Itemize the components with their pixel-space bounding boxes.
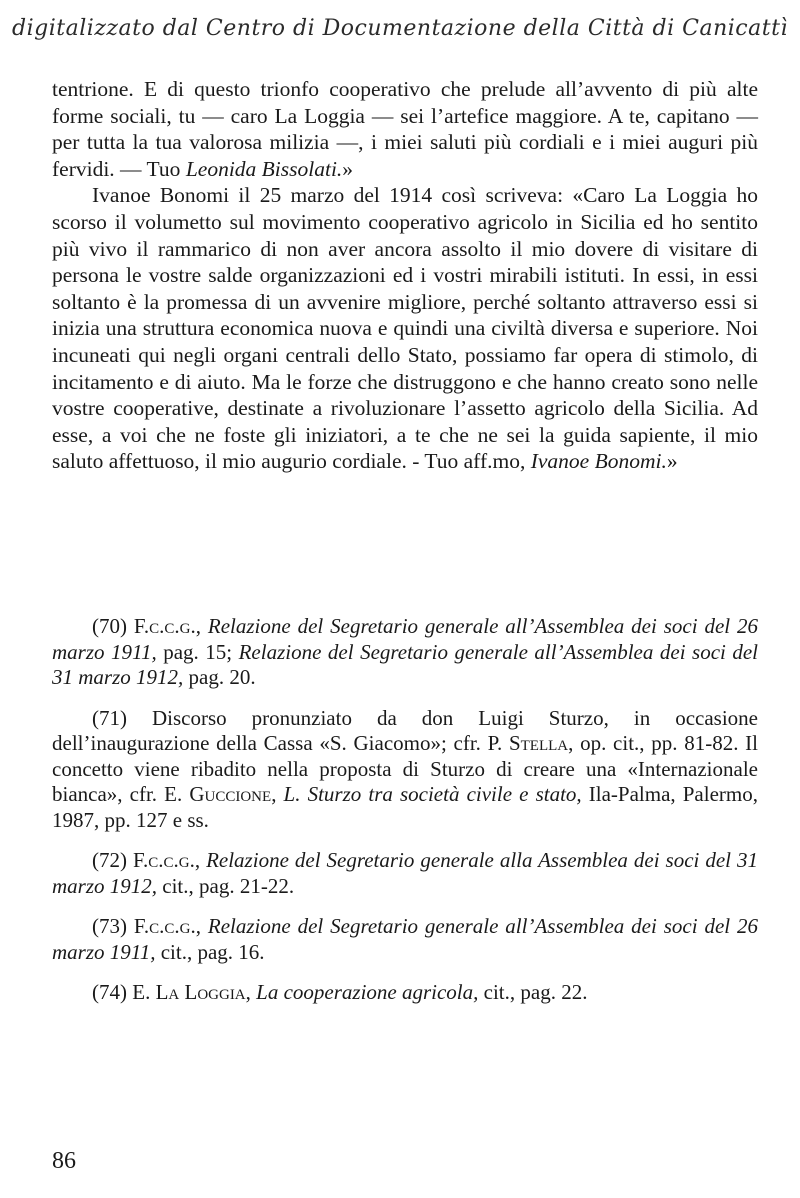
footnote-text: pag. 20. (183, 665, 256, 689)
organization-abbrev: F.c.c.g. (132, 848, 195, 872)
footnote-text: , (194, 848, 207, 872)
paragraph-text: Ivanoe Bonomi il 25 marzo del 1914 così scriveva: «Caro La Loggia ho scorso il volumetto sul movimento cooperativo agricolo in Sicilia ed ho sentito più vivo il rammarico di non aver ancora assolto il mio dovere di visitare di persona le vostre salde organizzazioni ed i vostri mirabili istituti. In essi, in essi soltanto è la promessa di un avvenire migliore, perché soltanto attraverso essi si inizia una struttura economica nuova e quindi una civiltà diversa e superiore. Noi incuneati qui negli organi centrali dello Stato, possiamo far opera di stimolo, di incitamento e di aiuto. Ma le forze che distruggono e che hanno creato sono nelle vostre cooperative, destinate a rivoluzionare l’assetto agricolo della Sicilia. Ad esse, a voi che ne foste gli iniziatori, a te che ne sei la guida sapiente, il mio saluto affettuoso, il mio augurio cordiale. - Tuo aff.mo, (52, 183, 758, 474)
footnote-number: (73) (92, 914, 134, 938)
citation-title: L. Sturzo tra società civile e stato, (283, 782, 582, 806)
footnote-text: , (195, 914, 208, 938)
footnote-text: cit., pag. 21-22. (157, 873, 295, 898)
footnote-text: Ila-Palma, Palermo, 1987, pp. 127 e ss. (52, 782, 758, 832)
footnote-70 (52, 614, 758, 691)
footnote-number: (74) (92, 980, 133, 1004)
footnote-72 (52, 848, 758, 899)
organization-abbrev: F.c.c.g. (133, 914, 196, 938)
footnote-73 (52, 914, 758, 965)
paragraph-text: tentrione. E di questo trionfo cooperativo che prelude all’avvento di più alte forme sociali, tu — caro La Loggia — sei l’artefice maggiore. A te, capitano — per tutta la tua valorosa milizia —, i miei saluti più cordiali e i miei auguri più fervidi. — Tuo (52, 77, 758, 181)
footnote-text: , op. cit., pp. 81-82. Il concetto viene ribadito nella proposta di Sturzo di creare una «Internazionale bianca», cfr. E. (52, 731, 758, 806)
citation-title: Relazione del Segretario generale all’Assemblea dei soci del 26 marzo 1911, (52, 614, 758, 664)
signature-bonomi: Ivanoe Bonomi. (530, 449, 667, 474)
main-text (52, 76, 758, 475)
footnotes (52, 614, 758, 1021)
author-name: La Loggia (155, 980, 246, 1004)
citation-title: Relazione del Segretario generale all’Assemblea dei soci del 31 marzo 1912, (52, 639, 759, 689)
author-name: Guccione (189, 782, 272, 806)
footnote-text: E. (132, 980, 156, 1004)
footnote-text: , (245, 980, 257, 1004)
page-number: 86 (52, 1148, 76, 1174)
footnote-74 (52, 980, 758, 1006)
footnote-text: Discorso pronunziato da don Luigi Sturzo, in occasione dell’inaugurazione della Cassa «S. Giacomo»; cfr. P. (52, 705, 758, 755)
footnote-number: (71) (92, 705, 152, 730)
closing-quote: » (666, 449, 678, 474)
closing-quote: » (342, 156, 354, 181)
author-name: Stella (508, 731, 569, 755)
citation-title: Relazione del Segretario generale all’Assemblea dei soci del 26 marzo 1911, (52, 914, 758, 964)
paragraph-bissolati-letter (52, 76, 758, 182)
footnote-text: cit., pag. 22. (478, 980, 588, 1004)
citation-title: La cooperazione agricola, (256, 980, 479, 1004)
signature-bissolati: Leonida Bissolati. (185, 156, 343, 181)
organization-abbrev: F.c.c.g. (133, 614, 196, 638)
footnote-71 (52, 706, 758, 834)
footnote-text: , (271, 782, 284, 806)
footnote-text: , (195, 614, 208, 638)
footnote-number: (70) (92, 614, 134, 638)
citation-title: Relazione del Segretario generale alla Assemblea dei soci del 31 marzo 1912, (52, 848, 759, 898)
paragraph-bonomi-letter (52, 182, 758, 475)
footnote-text: pag. 15; (156, 639, 239, 664)
footnote-text: cit., pag. 16. (155, 939, 265, 964)
digitization-watermark: digitalizzato dal Centro di Documentazione della Città di Canicattì (12, 16, 788, 41)
footnote-number: (72) (92, 848, 133, 872)
